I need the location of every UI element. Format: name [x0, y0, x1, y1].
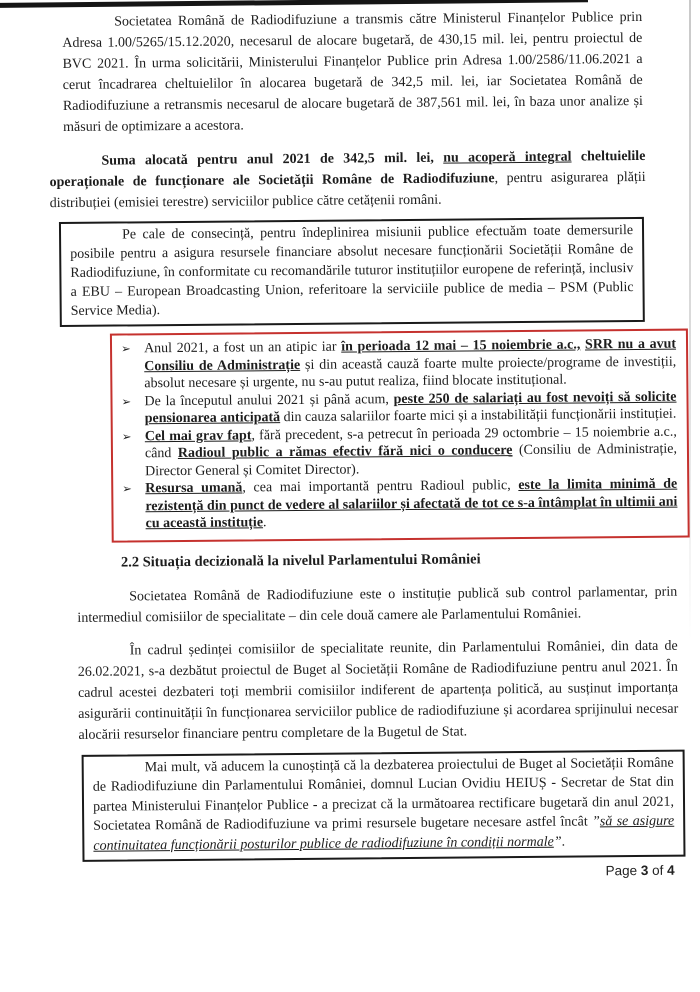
text-run: Mai mult, vă aducem la cunoștință că la dezbaterea proiectului de Buget al Societății Române de Radiodifuziune din Parlamentului României, domnul Lucian Ovidiu HEIUȘ - Secretar de Stat din partea Ministerului Finanțelor Publice - a precizat că la următoarea rectificare bugetară din anul 2021, Societatea Română de Radiodifuziune va primi resursele bugetare necesare astfel încât — [92, 755, 675, 834]
bullet-arrow-icon: ➢ — [121, 428, 132, 443]
text-run: în perioada 12 mai – 15 noiembrie a.c., — [341, 337, 581, 355]
para-parliament-debate — [93, 753, 675, 856]
text-run: peste 250 de salariați au fost nevoiți să solicite pensionarea anticipată — [144, 389, 677, 427]
bullet-arrow-icon: ➢ — [121, 393, 132, 408]
bullet-early-retirement — [118, 388, 676, 428]
close-quote: ” — [553, 834, 562, 850]
text-run: Pe cale de consecință, pentru îndeplinirea misiunii publice efectuăm toate demersurile posibile pentru a asigura resursele financiare absolut necesare funcționării Societății Române de Radiodifuziune, în conformitate cu recomandările tuturor instituțiilor europene de referință, inclusiv a EBU – European Broadcasting Union, referitoare la serviciile publice de media – PSM (Public Service Media). — [70, 223, 634, 319]
text-run: și din această cauză foarte multe proiecte/programe de investiții, absolut necesare și urgente, nu s-au putut realiza, fiind blocate instituțional. — [144, 354, 677, 392]
bullet-no-leadership — [119, 423, 677, 480]
text-run: nu acoperă integral — [443, 149, 572, 166]
page-number — [70, 860, 675, 886]
text-run: este la limita minimă de rezistență din punct de vedere al salariilor și afectată de tot ce s-a întâmplat în ultimii ani cu această instituție — [145, 476, 678, 532]
text-run: , pentru asigurarea plății distribuției (emisiei terestre) serviciilor publice către cetățenii români. — [49, 169, 646, 212]
text-run: . — [262, 515, 267, 531]
text-run: Suma alocată pentru anul 2021 de 342,5 mil. lei, — [101, 150, 444, 169]
text-run: , cea mai importantă pentru Radioul public, — [242, 478, 519, 496]
issues-list — [118, 336, 678, 533]
text-run: De la începutul anului 2021 și până acum, — [144, 391, 394, 409]
text-run: of — [648, 862, 668, 878]
text-run: Page — [605, 862, 641, 879]
text-run: Cel mai grav fapt — [144, 427, 252, 444]
text-run: Anul 2021, a fost un an atipic iar — [143, 339, 342, 357]
scan-right-edge-artifact — [689, 0, 691, 640]
page-number-current: 3 — [640, 862, 649, 878]
text-run: În cadrul ședinței comisiilor de specialitate reunite, din Parlamentului României, din data de 26.02.2021, s-a dezbătut proiectul de Buget al Societății Române de Radiodifuziune pentru anul 2021. În cadrul acestei dezbateri toți membrii comisiilor indiferent de apartența politică, au susținut importanța asigurării continuității în funcționarea serviciilor publice de radiodifuziune și acordarea sprijinului necesar alocării resurselor financiare pentru completare de la Bugetul de Stat. — [77, 638, 679, 743]
page-number-total: 4 — [667, 862, 675, 878]
para-budget-request — [62, 7, 643, 138]
text-run: să se asigure continuitatea funcționării posturilor publice de radiodifuziune în condiții normale — [93, 813, 675, 854]
text-run: Societatea Română de Radiodifuziune este o instituție publică sub control parlamentar, prin intermediul comisiilor de specialitate – din cele două camere ale Parlamentului României. — [77, 584, 678, 626]
para-parliamentary-control — [77, 581, 677, 628]
para-public-mission — [70, 221, 634, 321]
bullet-atypical-year — [118, 336, 676, 393]
black-box-parliament-debate — [82, 749, 686, 862]
para-committee-debate — [78, 635, 679, 745]
text-run: din cauza salariilor foarte mici și a instabilității funcționării instituției. — [280, 406, 677, 426]
bullet-arrow-icon: ➢ — [122, 481, 132, 496]
text-run: (Consiliu de Administrație, Director General și Comitet Director). — [145, 441, 678, 479]
open-quote: ” — [592, 814, 600, 830]
text-run: Radioul public a rămas efectiv fără nici o conducere — [177, 443, 513, 462]
text-run: cheltuielile operaționale de funcționare ale Societății Române de Radiodifuziune — [49, 148, 646, 191]
text-run: Societatea Română de Radiodifuziune a transmis către Ministerul Finanțelor Publice prin Adresa 1.00/5265/15.12.2020, necesarul de alocare bugetară, de 430,15 mil. lei, pentru proiectul de BVC 2021. În urma solicitării, Ministerului Finanțelor Publice prin Adresa 1.00/2586/11.06.2021 a cerut încadrarea cheltuielilor în alocarea bugetară de 342,5 mil. lei, iar Societatea Română de Radiodifuziune a retransmis necesarul de alocare bugetară de 387,561 mil. lei, în baza unor analize și măsuri de optimizare a acestora. — [62, 9, 643, 135]
bullet-arrow-icon: ➢ — [120, 341, 131, 356]
bullet-human-resource — [119, 476, 677, 533]
text-run: . — [561, 834, 566, 850]
text-run: Resursa umană — [145, 480, 243, 497]
para-allocated-sum — [49, 146, 646, 214]
document-content — [49, 0, 679, 886]
section-heading-2-2: 2.2 Situația decizională la nivelul Parlamentului României — [120, 550, 481, 571]
text-run: SRR nu a avut Consiliu de Administrație — [144, 336, 677, 374]
black-box-public-mission — [59, 217, 645, 327]
red-box-critical-issues — [110, 329, 690, 543]
text-run: , fără precedent, s-a petrecut în perioada 29 octombrie – 15 noiembrie a.c., când — [144, 424, 677, 462]
